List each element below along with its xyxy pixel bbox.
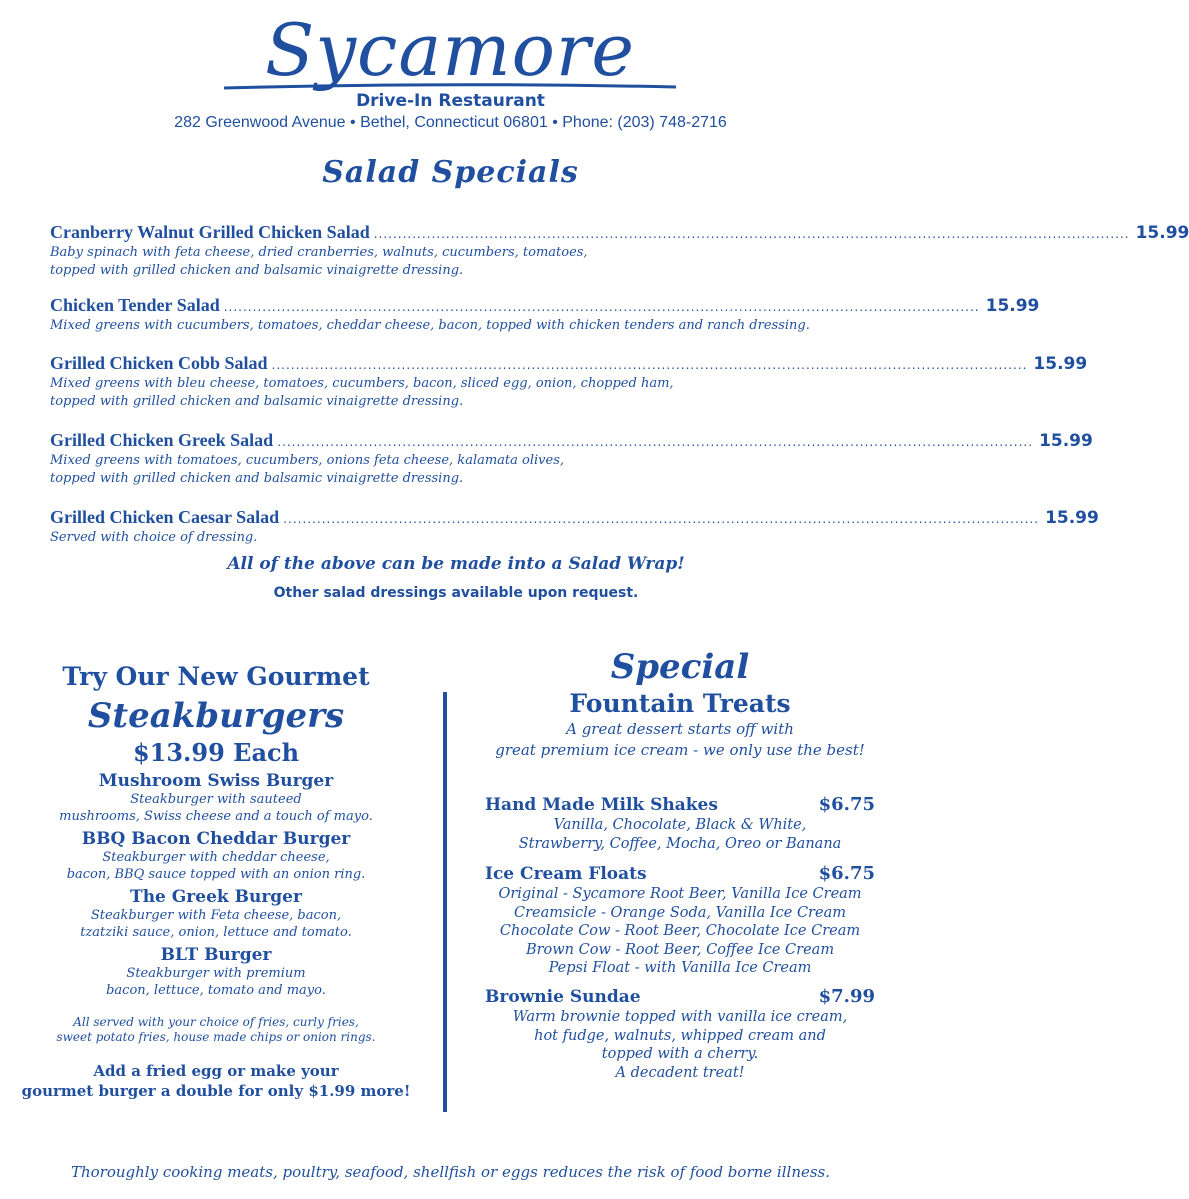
salad-item — [50, 295, 1040, 335]
sides-note — [20, 1015, 412, 1045]
treat-line: Warm brownie topped with vanilla ice cream, — [512, 1009, 848, 1025]
treat-line: Strawberry, Coffee, Mocha, Oreo or Banana — [518, 835, 842, 852]
burger-item — [20, 945, 412, 999]
restaurant-address: 282 Greenwood Avenue • Bethel, Connecticut 06801 • Phone: (203) 748-2716 — [174, 114, 727, 131]
sides-note-line: sweet potato fries, house made chips or onion rings. — [56, 1030, 376, 1044]
burger-desc-line: Steakburger with sauteed — [130, 792, 302, 807]
logo-swoosh-icon — [220, 82, 680, 90]
steakburgers-section — [20, 660, 412, 1101]
salad-item — [50, 353, 1088, 410]
burger-item — [20, 887, 412, 941]
salad-description: topped with grilled chicken and balsamic vinaigrette dressing. — [50, 393, 464, 409]
salad-item — [50, 222, 1189, 279]
salad-wrap-note: All of the above can be made into a Salad Wrap! — [227, 554, 685, 574]
treat-price: $6.75 — [818, 794, 875, 815]
sycamore-logo — [220, 10, 680, 95]
sides-note-line: All served with your choice of fries, curly fries, — [73, 1015, 359, 1029]
addon-note-line: gourmet burger a double for only $1.99 more! — [21, 1082, 411, 1100]
fountain-script-title: Special — [610, 647, 750, 687]
burger-desc-line: tzatziki sauce, onion, lettuce and tomato. — [80, 924, 352, 940]
restaurant-subtitle: Drive-In Restaurant — [356, 91, 545, 111]
salad-name: Grilled Chicken Caesar Salad — [50, 507, 280, 527]
salad-item — [50, 430, 1093, 487]
treat-name: Hand Made Milk Shakes — [485, 795, 718, 815]
salad-price: 15.99 — [1045, 508, 1099, 528]
salad-price: 15.99 — [1039, 431, 1093, 451]
fountain-tagline-line: great premium ice cream - we only use the best! — [495, 741, 865, 759]
burger-name: BBQ Bacon Cheddar Burger — [81, 829, 351, 849]
steakburgers-script-title: Steakburgers — [87, 696, 345, 736]
salad-description: topped with grilled chicken and balsamic vinaigrette dressing. — [50, 262, 464, 278]
burger-desc-line: mushrooms, Swiss cheese and a touch of mayo. — [59, 808, 373, 824]
treat-line: A decadent treat! — [615, 1064, 745, 1081]
burger-desc-line: Steakburger with Feta cheese, bacon, — [90, 908, 342, 923]
burger-description — [20, 792, 412, 825]
treat-line: Brown Cow - Root Beer, Coffee Ice Cream — [525, 941, 835, 958]
dot-leader: ............................................................................................................................................................. — [223, 300, 980, 314]
fountain-tagline-line: A great dessert starts off with — [566, 720, 794, 738]
burger-name: The Greek Burger — [130, 887, 302, 907]
burger-description — [20, 908, 412, 941]
dot-leader: ............................................................................................................................................................. — [271, 358, 1028, 372]
burger-desc-line: bacon, lettuce, tomato and mayo. — [106, 982, 326, 998]
salad-description: Baby spinach with feta cheese, dried cranberries, walnuts, cucumbers, tomatoes, — [50, 245, 588, 260]
salad-name: Cranberry Walnut Grilled Chicken Salad — [50, 222, 370, 242]
dot-leader: ............................................................................................................................................................. — [277, 435, 1034, 449]
logo-wordmark: Sycamore — [265, 8, 635, 92]
treat-description — [485, 816, 875, 853]
fountain-treats-header — [470, 645, 890, 761]
salad-description: Mixed greens with tomatoes, cucumbers, onions feta cheese, kalamata olives, — [50, 453, 565, 468]
salad-specials-title: Salad Specials — [322, 155, 579, 190]
treat-line: Pepsi Float - with Vanilla Ice Cream — [548, 960, 812, 976]
treat-line: hot fudge, walnuts, whipped cream and — [534, 1027, 826, 1044]
treat-item — [485, 863, 875, 978]
treat-line: Vanilla, Chocolate, Black & White, — [553, 817, 807, 833]
treat-line: Original - Sycamore Root Beer, Vanilla Ice Cream — [498, 886, 862, 902]
dressing-note: Other salad dressings available upon request. — [273, 585, 639, 601]
burger-desc-line: Steakburger with premium — [126, 966, 306, 981]
salad-name: Chicken Tender Salad — [50, 295, 220, 315]
burger-item — [20, 829, 412, 883]
burger-desc-line: bacon, BBQ sauce topped with an onion ring. — [66, 866, 366, 882]
salad-description: Mixed greens with cucumbers, tomatoes, cheddar cheese, bacon, topped with chicken tenders and ranch dressing. — [50, 318, 810, 333]
dot-leader: ............................................................................................................................................................. — [283, 512, 1040, 526]
treat-line: Creamsicle - Orange Soda, Vanilla Ice Cream — [514, 904, 846, 921]
steakburgers-heading: Try Our New Gourmet — [62, 662, 370, 691]
addon-note-line: Add a fried egg or make your — [93, 1062, 339, 1080]
burger-description — [20, 850, 412, 883]
salad-price: 15.99 — [1033, 354, 1088, 374]
treat-line: Chocolate Cow - Root Beer, Chocolate Ice Cream — [499, 923, 861, 939]
treat-description — [485, 1008, 875, 1082]
salad-description: topped with grilled chicken and balsamic vinaigrette dressing. — [50, 470, 464, 486]
fountain-heading: Fountain Treats — [569, 689, 791, 718]
treat-line: topped with a cherry. — [601, 1046, 759, 1062]
treat-item — [485, 986, 875, 1082]
burger-name: Mushroom Swiss Burger — [98, 771, 334, 791]
salad-description: Mixed greens with bleu cheese, tomatoes, cucumbers, bacon, sliced egg, onion, chopped ham, — [50, 376, 674, 391]
burger-item — [20, 771, 412, 825]
salad-price: 15.99 — [985, 296, 1040, 316]
treat-item — [485, 794, 875, 853]
burger-desc-line: Steakburger with cheddar cheese, — [102, 850, 330, 865]
treat-price: $6.75 — [818, 863, 875, 884]
treat-name: Brownie Sundae — [485, 987, 641, 1007]
column-divider — [443, 692, 447, 1112]
burger-description — [20, 966, 412, 999]
treat-description — [485, 885, 875, 978]
salad-name: Grilled Chicken Greek Salad — [50, 430, 274, 450]
addon-note — [20, 1061, 412, 1101]
salad-item — [50, 507, 1099, 547]
treat-name: Ice Cream Floats — [485, 864, 647, 884]
salad-description: Served with choice of dressing. — [50, 530, 258, 545]
burger-name: BLT Burger — [160, 945, 272, 965]
dot-leader: ............................................................................................................................................................. — [373, 227, 1130, 241]
steakburgers-price: $13.99 Each — [132, 738, 300, 767]
treat-price: $7.99 — [818, 986, 875, 1007]
salad-name: Grilled Chicken Cobb Salad — [50, 353, 268, 373]
food-safety-notice: Thoroughly cooking meats, poultry, seafood, shellfish or eggs reduces the risk of food borne illness. — [70, 1163, 831, 1181]
salad-price: 15.99 — [1135, 223, 1189, 243]
